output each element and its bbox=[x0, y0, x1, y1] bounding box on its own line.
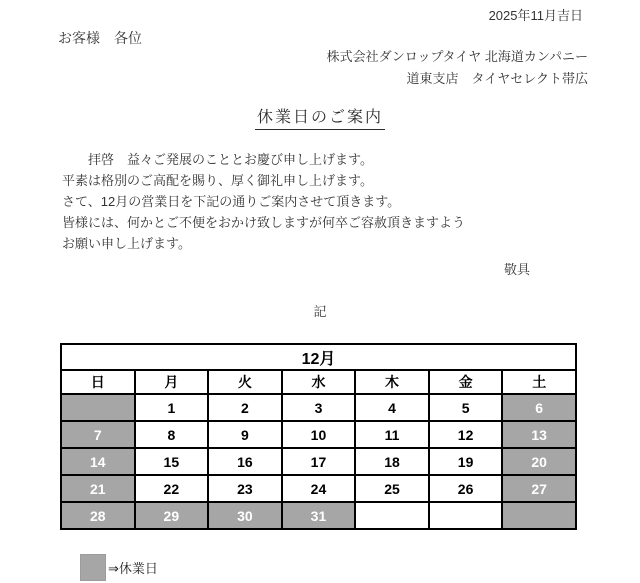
calendar-day-cell: 21 bbox=[61, 475, 135, 502]
calendar-day-cell: 3 bbox=[282, 394, 356, 421]
calendar-day-cell: 31 bbox=[282, 502, 356, 529]
document-title bbox=[0, 104, 640, 130]
calendar-week-row bbox=[61, 394, 576, 421]
calendar-day-header: 金 bbox=[429, 370, 503, 394]
calendar-day-cell: 10 bbox=[282, 421, 356, 448]
company-name-line: 株式会社ダンロップタイヤ 北海道カンパニー bbox=[326, 49, 588, 64]
sender-block bbox=[327, 46, 588, 90]
calendar-day-cell: 13 bbox=[502, 421, 576, 448]
calendar-day-cell: 27 bbox=[502, 475, 576, 502]
calendar-empty-cell bbox=[502, 502, 576, 529]
calendar-month-row bbox=[61, 344, 576, 370]
calendar-month-header: 12月 bbox=[61, 344, 576, 370]
calendar-day-cell: 26 bbox=[429, 475, 503, 502]
calendar-day-cell: 28 bbox=[61, 502, 135, 529]
calendar-day-cell: 7 bbox=[61, 421, 135, 448]
calendar-day-cell: 8 bbox=[135, 421, 209, 448]
calendar-day-cell: 6 bbox=[502, 394, 576, 421]
calendar-day-cell: 2 bbox=[208, 394, 282, 421]
calendar-day-cell: 5 bbox=[429, 394, 503, 421]
calendar-day-cell: 20 bbox=[502, 448, 576, 475]
calendar-day-cell: 24 bbox=[282, 475, 356, 502]
letter-body bbox=[62, 149, 465, 254]
calendar-day-cell: 23 bbox=[208, 475, 282, 502]
calendar-day-cell: 30 bbox=[208, 502, 282, 529]
body-line: 平素は格別のご高配を賜り、厚く御礼申し上げます。 bbox=[62, 173, 373, 188]
calendar-day-header: 木 bbox=[355, 370, 429, 394]
branch-line: 道東支店 タイヤセレクト帯広 bbox=[406, 71, 588, 86]
calendar-day-cell: 11 bbox=[355, 421, 429, 448]
calendar-day-header: 水 bbox=[282, 370, 356, 394]
closing-keigu: 敬具 bbox=[503, 262, 530, 277]
body-line: さて、12月の営業日を下記の通りご案内させて頂きます。 bbox=[62, 194, 401, 209]
calendar-week-row bbox=[61, 502, 576, 529]
calendar-empty-cell bbox=[429, 502, 503, 529]
body-line: 皆様には、何かとご不便をおかけ致しますが何卒ご容赦頂きますよう bbox=[62, 215, 466, 230]
calendar-day-cell: 4 bbox=[355, 394, 429, 421]
body-line: お願い申し上げます。 bbox=[62, 236, 191, 251]
recipient-line: お客様 各位 bbox=[58, 30, 142, 46]
date-line: 2025年11月吉日 bbox=[488, 8, 583, 23]
calendar-day-header: 月 bbox=[135, 370, 209, 394]
calendar-day-cell: 12 bbox=[429, 421, 503, 448]
legend bbox=[80, 554, 158, 581]
calendar-day-cell: 15 bbox=[135, 448, 209, 475]
calendar-day-cell: 25 bbox=[355, 475, 429, 502]
calendar-empty-cell bbox=[355, 502, 429, 529]
record-mark: 記 bbox=[313, 304, 327, 319]
calendar-week-row bbox=[61, 475, 576, 502]
document-title-text: 休業日のご案内 bbox=[255, 104, 385, 130]
december-calendar bbox=[60, 343, 577, 530]
calendar-day-cell: 14 bbox=[61, 448, 135, 475]
calendar-day-cell: 1 bbox=[135, 394, 209, 421]
calendar-day-cell: 19 bbox=[429, 448, 503, 475]
legend-closed-swatch bbox=[80, 554, 106, 581]
calendar-day-header: 日 bbox=[61, 370, 135, 394]
calendar-day-cell: 18 bbox=[355, 448, 429, 475]
calendar-empty-cell bbox=[61, 394, 135, 421]
calendar-day-cell: 9 bbox=[208, 421, 282, 448]
calendar-day-cell: 16 bbox=[208, 448, 282, 475]
body-line: 拝啓 益々ご発展のこととお慶び申し上げます。 bbox=[88, 152, 373, 167]
calendar-day-header: 土 bbox=[502, 370, 576, 394]
calendar-day-header-row bbox=[61, 370, 576, 394]
calendar-week-row bbox=[61, 421, 576, 448]
calendar-day-cell: 22 bbox=[135, 475, 209, 502]
calendar-week-row bbox=[61, 448, 576, 475]
legend-label: ⇒休業日 bbox=[108, 561, 158, 576]
calendar-body bbox=[61, 394, 576, 529]
calendar-day-cell: 29 bbox=[135, 502, 209, 529]
calendar-day-header: 火 bbox=[208, 370, 282, 394]
calendar-day-cell: 17 bbox=[282, 448, 356, 475]
